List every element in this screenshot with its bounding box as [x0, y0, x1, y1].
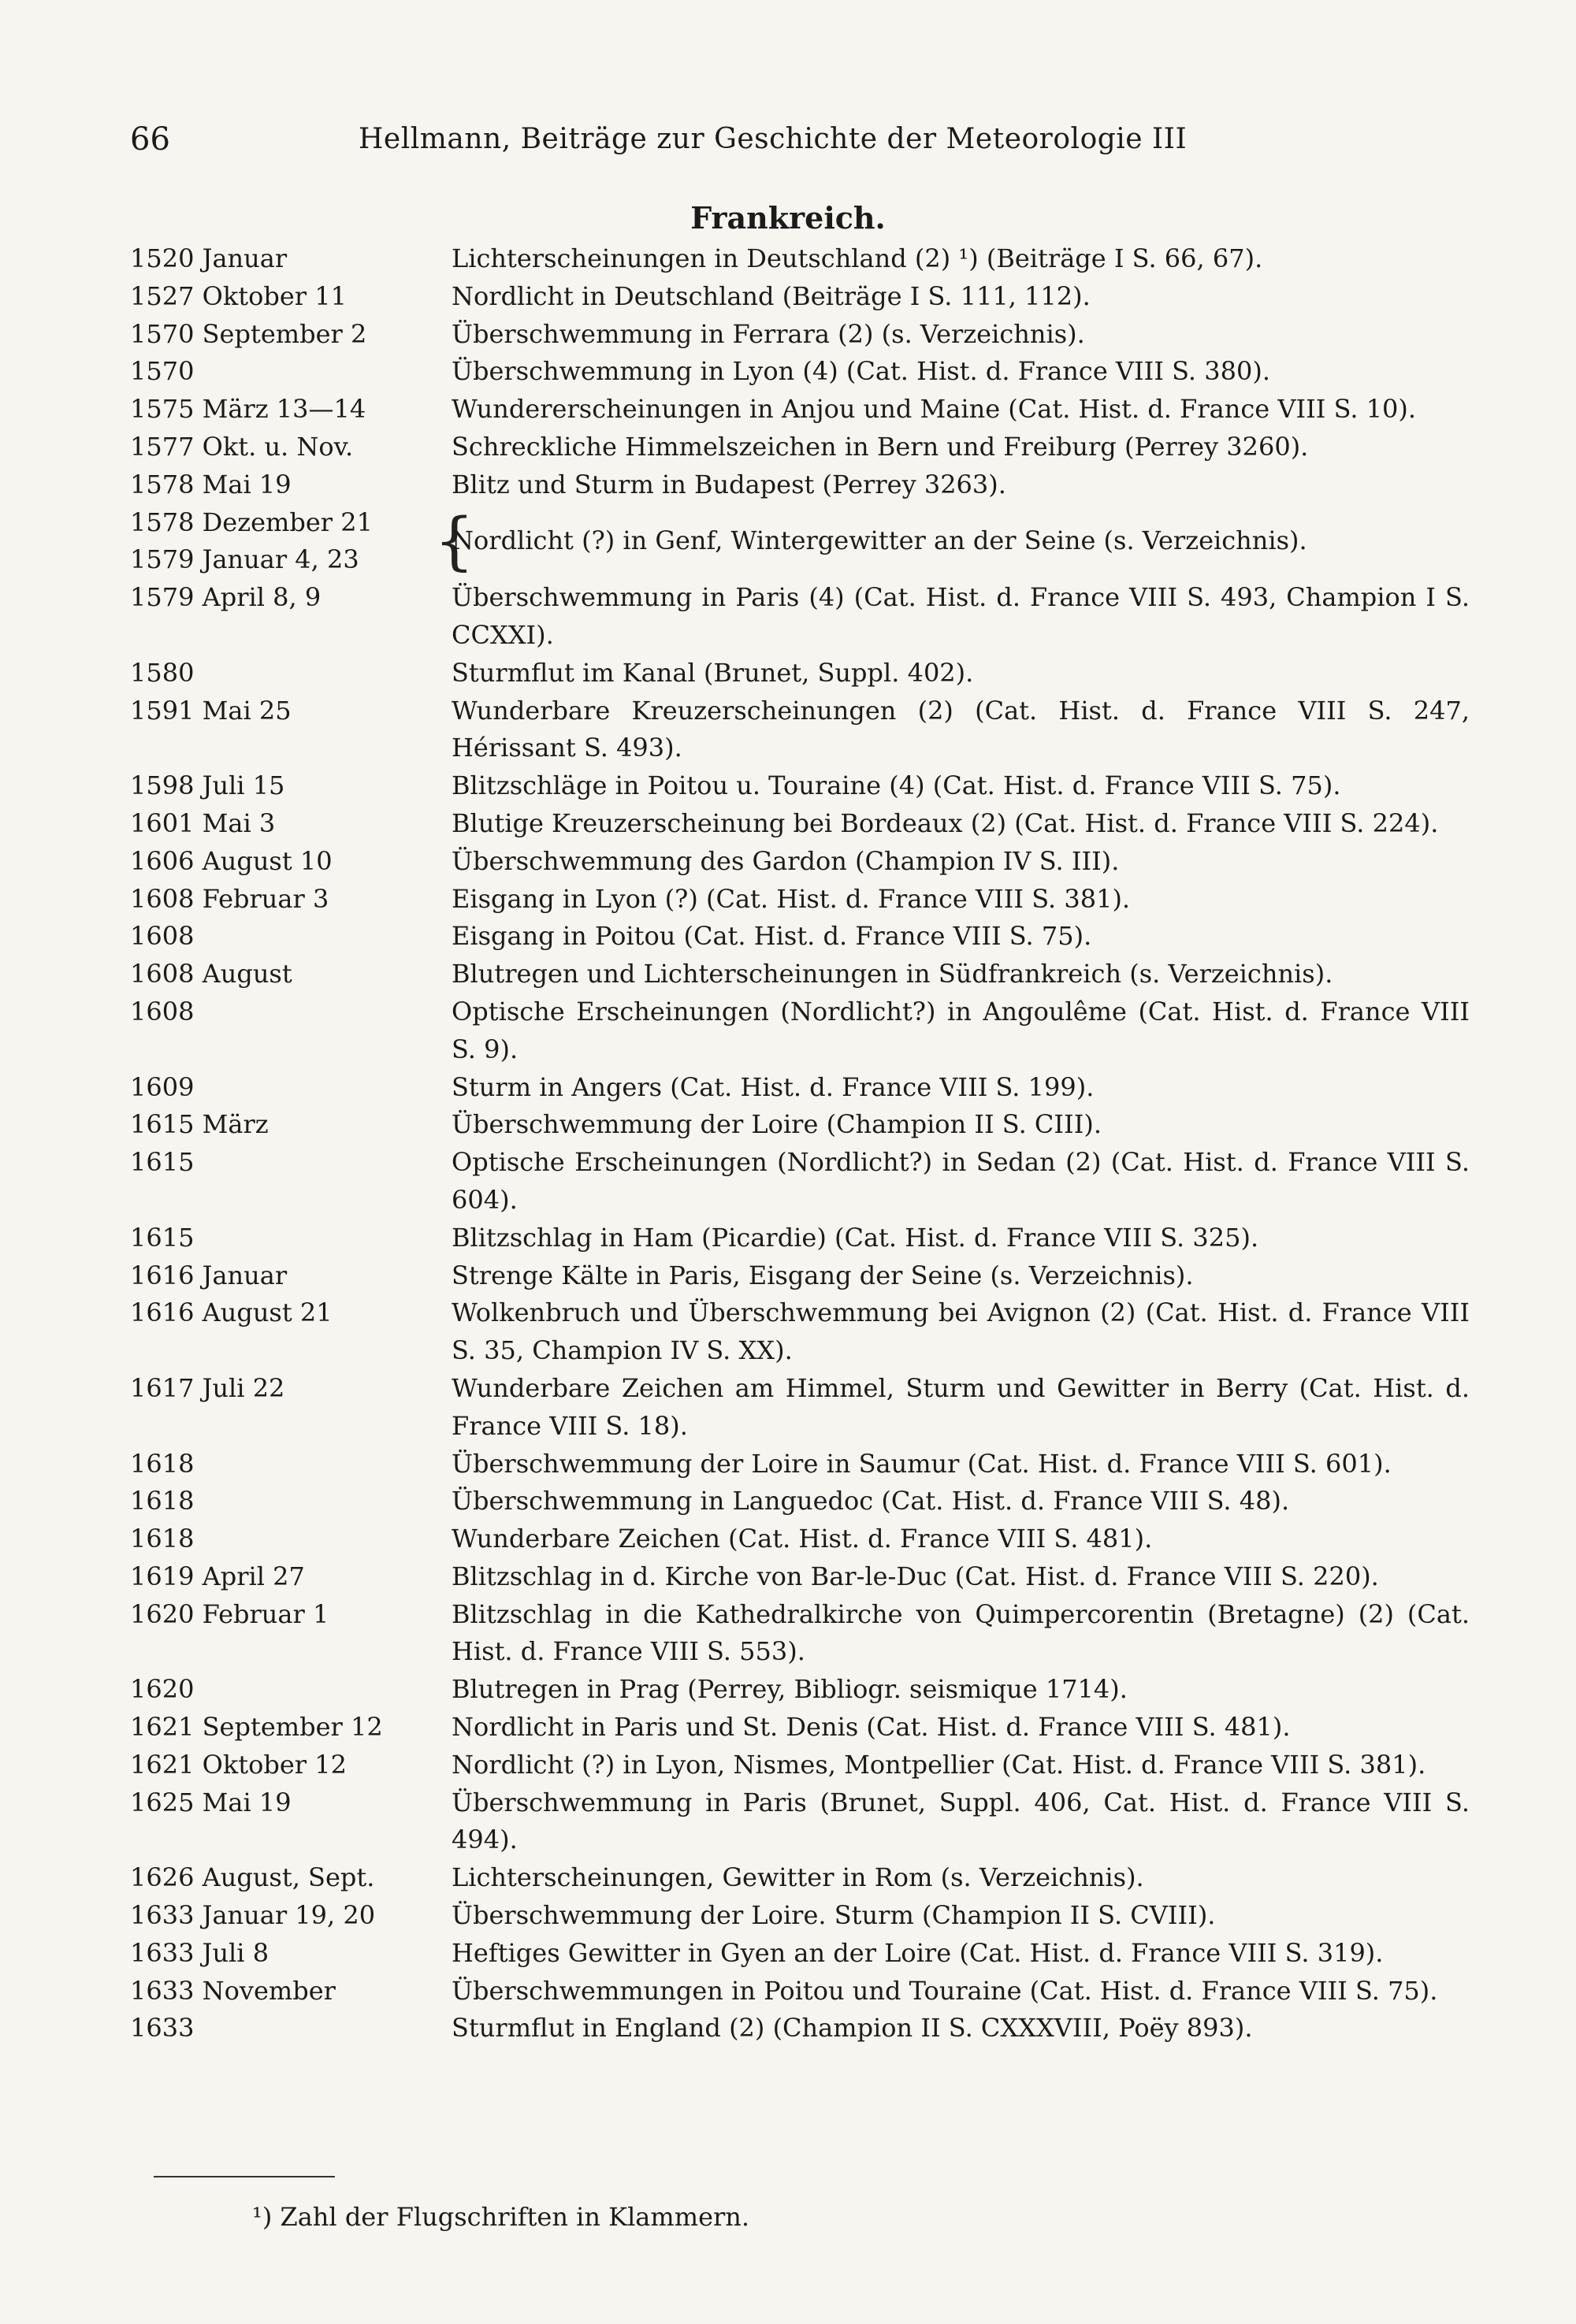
- entry-description: Überschwemmung der Loire in Saumur (Cat. Hist. d. France VIII S. 601).: [452, 1448, 1392, 1479]
- entry-date-line: 1579 April 8, 9: [130, 582, 322, 613]
- entry-date-line: 1620 Februar 1: [130, 1598, 329, 1629]
- entry-date-line: 1618: [130, 1448, 195, 1479]
- entry-description: Überschwemmung in Languedoc (Cat. Hist. d. France VIII S. 48).: [452, 1486, 1290, 1517]
- entry-description: Blitzschlag in die Kathedralkirche von Quimpercorentin (Bretagne) (2) (Cat. Hist. d. France VIII S. 553).: [452, 1598, 1470, 1667]
- entry-description: Schreckliche Himmelszeichen in Bern und Freiburg (Perrey 3260).: [452, 431, 1309, 462]
- grouping-brace: {: [434, 503, 474, 577]
- entry-date: [130, 353, 452, 391]
- chronology-entry: [130, 655, 1470, 692]
- entry-description: Blitz und Sturm in Budapest (Perrey 3263).: [452, 469, 1006, 499]
- entry-date: [130, 1973, 452, 2010]
- entry-date: [130, 918, 452, 956]
- chronology-entry: [130, 1784, 1470, 1860]
- chronology-entry: [130, 956, 1470, 993]
- entry-description: Blutregen in Prag (Perrey, Bibliogr. seismique 1714).: [452, 1674, 1128, 1705]
- chronology-entry: [130, 278, 1470, 316]
- entry-date: [130, 316, 452, 354]
- entry-date: [130, 767, 452, 805]
- entry-date: [130, 655, 452, 692]
- entry-description: Sturmflut im Kanal (Brunet, Suppl. 402).: [452, 657, 974, 688]
- entry-date: [130, 1257, 452, 1295]
- entry-date: [130, 240, 452, 278]
- footnote: [252, 2198, 1198, 2236]
- entry-date-line: 1615: [130, 1222, 195, 1253]
- entry-description: Wolkenbruch und Überschwemmung bei Avignon (2) (Cat. Hist. d. France VIII S. 35, Champion IV S. XX).: [452, 1298, 1470, 1366]
- entry-description: Nordlicht (?) in Genf, Wintergewitter an der Seine (s. Verzeichnis).: [452, 525, 1307, 556]
- entry-description: Überschwemmung der Loire (Champion II S. CIII).: [452, 1109, 1102, 1140]
- entry-date: [130, 1859, 452, 1897]
- chronology-entry: [130, 2010, 1470, 2047]
- entry-date-line: 1608: [130, 921, 195, 952]
- entry-date: [130, 881, 452, 919]
- entry-date: [130, 805, 452, 843]
- entry-date-line: 1633 Januar 19, 20: [130, 1900, 376, 1931]
- chronology-entry: [130, 466, 1470, 504]
- chronology-entry: [130, 240, 1470, 278]
- entry-date-line: 1570: [130, 356, 195, 387]
- chronology-entry: [130, 1558, 1470, 1596]
- chronology-entry: [130, 1859, 1470, 1897]
- entry-description: Blutregen und Lichterscheinungen in Südfrankreich (s. Verzeichnis).: [452, 959, 1333, 989]
- chronology-entry: [130, 316, 1470, 354]
- entry-description: Blitzschlag in Ham (Picardie) (Cat. Hist. d. France VIII S. 325).: [452, 1222, 1259, 1253]
- entry-date-line: 1621 September 12: [130, 1712, 383, 1743]
- entry-description: Sturmflut in England (2) (Champion II S. CXXXVIII, Poëy 893).: [452, 2013, 1253, 2044]
- running-title: Hellmann, Beiträge zur Geschichte der Meteorologie III: [359, 123, 1188, 155]
- entry-date-line: 1633: [130, 2013, 195, 2044]
- entry-description: Blitzschlag in d. Kirche von Bar-le-Duc (Cat. Hist. d. France VIII S. 220).: [452, 1561, 1379, 1591]
- entry-date-line: 1578 Dezember 21: [130, 507, 373, 537]
- chronology-entry: [130, 1897, 1470, 1935]
- entry-date: [130, 956, 452, 993]
- chronology-entry: [130, 843, 1470, 881]
- footnote-divider: [154, 2176, 335, 2177]
- chronology-entry: [130, 918, 1470, 956]
- entry-date-line: 1579 Januar 4, 23: [130, 544, 359, 575]
- entry-description: Optische Erscheinungen (Nordlicht?) in Angoulême (Cat. Hist. d. France VIII S. 9).: [452, 996, 1470, 1064]
- entry-date-line: 1575 März 13—14: [130, 394, 366, 425]
- entry-date: [130, 692, 452, 768]
- entry-description: Heftiges Gewitter in Gyen an der Loire (Cat. Hist. d. France VIII S. 319).: [452, 1937, 1384, 1968]
- entry-date-line: 1520 Januar: [130, 243, 288, 273]
- entry-date-line: 1591 Mai 25: [130, 695, 292, 726]
- entry-date: [130, 429, 452, 466]
- entry-description: Wunderbare Kreuzerscheinungen (2) (Cat. Hist. d. France VIII S. 247, Hérissant S. 493).: [452, 695, 1470, 763]
- entry-date-line: 1616 Januar: [130, 1260, 288, 1290]
- entry-date-line: 1608: [130, 996, 195, 1026]
- entry-date: [130, 1709, 452, 1747]
- entry-date: [130, 1784, 452, 1860]
- entry-date-line: 1577 Okt. u. Nov.: [130, 431, 354, 462]
- entry-description: Überschwemmung des Gardon (Champion IV S. III).: [452, 845, 1120, 876]
- entry-description: Strenge Kälte in Paris, Eisgang der Seine (s. Verzeichnis).: [452, 1260, 1194, 1290]
- entry-date: [130, 1294, 452, 1370]
- chronology-entry: [130, 1747, 1470, 1784]
- entry-date-line: 1598 Juli 15: [130, 770, 285, 801]
- entry-description: Optische Erscheinungen (Nordlicht?) in Sedan (2) (Cat. Hist. d. France VIII S. 604).: [452, 1147, 1470, 1215]
- entry-date-line: 1619 April 27: [130, 1561, 305, 1591]
- entry-date: [130, 579, 452, 655]
- entry-date: [130, 2010, 452, 2047]
- entry-description: Überschwemmung der Loire. Sturm (Champion II S. CVIII).: [452, 1900, 1216, 1931]
- entry-date: [130, 278, 452, 316]
- entry-date-line: 1608 August: [130, 959, 292, 989]
- entry-description: Wunderbare Zeichen (Cat. Hist. d. France VIII S. 481).: [452, 1524, 1153, 1554]
- entry-date: [130, 1144, 452, 1220]
- entry-date-line: 1633 Juli 8: [130, 1937, 269, 1968]
- entry-date: [130, 466, 452, 504]
- entry-date-line: 1606 August 10: [130, 845, 333, 876]
- chronology-entry: [130, 1220, 1470, 1257]
- entry-description: Überschwemmung in Paris (4) (Cat. Hist. d. France VIII S. 493, Champion I S. CCXXI).: [452, 582, 1470, 650]
- chronology-entry: [130, 1106, 1470, 1144]
- entry-date-line: 1615 März: [130, 1109, 269, 1140]
- section-title: Frankreich.: [690, 200, 886, 236]
- entry-date-line: 1609: [130, 1071, 195, 1102]
- entry-description: Überschwemmungen in Poitou und Touraine (Cat. Hist. d. France VIII S. 75).: [452, 1975, 1438, 2006]
- chronology-entry: [130, 805, 1470, 843]
- chronology-entry: [130, 767, 1470, 805]
- entry-date: [130, 504, 434, 580]
- chronology-entry: [130, 1935, 1470, 1973]
- entry-date: [130, 1671, 452, 1709]
- entry-description: Eisgang in Poitou (Cat. Hist. d. France VIII S. 75).: [452, 921, 1092, 952]
- entry-description: Nordlicht in Paris und St. Denis (Cat. Hist. d. France VIII S. 481).: [452, 1712, 1291, 1743]
- chronology-entry: [130, 1483, 1470, 1520]
- entry-date: [130, 1069, 452, 1107]
- chronology-entry: [130, 1294, 1470, 1370]
- entry-date-line: 1578 Mai 19: [130, 469, 292, 499]
- entry-date-line: 1601 Mai 3: [130, 807, 276, 838]
- entry-date-line: 1570 September 2: [130, 318, 367, 349]
- chronology-entry: [130, 1671, 1470, 1709]
- entry-date: [130, 1897, 452, 1935]
- chronology-entry: [130, 1973, 1470, 2010]
- page-header: [130, 120, 1233, 159]
- chronology-entry: [130, 504, 1470, 580]
- chronology-entry: [130, 1520, 1470, 1558]
- chronology-entry: [130, 881, 1470, 919]
- entry-description: Sturm in Angers (Cat. Hist. d. France VIII S. 199).: [452, 1071, 1095, 1102]
- entry-description: Wundererscheinungen in Anjou und Maine (Cat. Hist. d. France VIII S. 10).: [452, 394, 1417, 425]
- footnote-text: Zahl der Flugschriften in Klammern.: [280, 2202, 750, 2232]
- entry-date: [130, 1747, 452, 1784]
- entry-description: Blitzschläge in Poitou u. Touraine (4) (Cat. Hist. d. France VIII S. 75).: [452, 770, 1341, 801]
- chronology-entry: [130, 429, 1470, 466]
- chronology-list: [130, 240, 1470, 2047]
- entry-description: Überschwemmung in Paris (Brunet, Suppl. 406, Cat. Hist. d. France VIII S. 494).: [452, 1787, 1470, 1855]
- entry-date-line: 1617 Juli 22: [130, 1372, 285, 1403]
- footnote-marker: ¹): [252, 2202, 273, 2232]
- entry-date: [130, 993, 452, 1069]
- entry-description: Überschwemmung in Ferrara (2) (s. Verzeichnis).: [452, 318, 1085, 349]
- chronology-entry: [130, 391, 1470, 429]
- entry-date-line: 1618: [130, 1486, 195, 1517]
- entry-date: [130, 1446, 452, 1483]
- entry-date: [130, 1935, 452, 1973]
- chronology-entry: [130, 579, 1470, 655]
- entry-date-line: 1621 Oktober 12: [130, 1749, 347, 1780]
- entry-date-line: 1527 Oktober 11: [130, 280, 347, 311]
- entry-description: Blutige Kreuzerscheinung bei Bordeaux (2) (Cat. Hist. d. France VIII S. 224).: [452, 807, 1439, 838]
- chronology-entry: [130, 692, 1470, 768]
- entry-description: Lichterscheinungen in Deutschland (2) ¹) (Beiträge I S. 66, 67).: [452, 243, 1263, 273]
- chronology-entry: [130, 1370, 1470, 1446]
- entry-date-line: 1626 August, Sept.: [130, 1862, 375, 1893]
- entry-date: [130, 843, 452, 881]
- chronology-entry: [130, 1709, 1470, 1747]
- chronology-entry: [130, 353, 1470, 391]
- page-number: 66: [130, 121, 170, 158]
- entry-date-line: 1616 August 21: [130, 1298, 333, 1328]
- entry-description: Wunderbare Zeichen am Himmel, Sturm und Gewitter in Berry (Cat. Hist. d. France VIII S. 18).: [452, 1372, 1470, 1441]
- entry-date: [130, 1558, 452, 1596]
- entry-date: [130, 1220, 452, 1257]
- entry-description: Nordlicht (?) in Lyon, Nismes, Montpellier (Cat. Hist. d. France VIII S. 381).: [452, 1749, 1426, 1780]
- chronology-entry: [130, 1446, 1470, 1483]
- chronology-entry: [130, 1257, 1470, 1295]
- chronology-entry: [130, 993, 1470, 1069]
- chronology-entry: [130, 1069, 1470, 1107]
- entry-date: [130, 1520, 452, 1558]
- entry-date-line: 1615: [130, 1147, 195, 1178]
- entry-date-line: 1620: [130, 1674, 195, 1705]
- entry-date: [130, 1483, 452, 1520]
- entry-description: Nordlicht in Deutschland (Beiträge I S. 111, 112).: [452, 280, 1091, 311]
- entry-date-line: 1580: [130, 657, 195, 688]
- entry-date: [130, 391, 452, 429]
- chronology-entry: [130, 1596, 1470, 1672]
- entry-description: Lichterscheinungen, Gewitter in Rom (s. Verzeichnis).: [452, 1862, 1144, 1893]
- entry-description: Überschwemmung in Lyon (4) (Cat. Hist. d. France VIII S. 380).: [452, 356, 1270, 387]
- entry-date-line: 1633 November: [130, 1975, 336, 2006]
- entry-description: Eisgang in Lyon (?) (Cat. Hist. d. France VIII S. 381).: [452, 883, 1131, 914]
- entry-date-line: 1608 Februar 3: [130, 883, 329, 914]
- chronology-entry: [130, 1144, 1470, 1220]
- entry-date: [130, 1596, 452, 1672]
- entry-date: [130, 1106, 452, 1144]
- entry-date-line: 1618: [130, 1524, 195, 1554]
- entry-date-line: 1625 Mai 19: [130, 1787, 292, 1817]
- entry-date: [130, 1370, 452, 1446]
